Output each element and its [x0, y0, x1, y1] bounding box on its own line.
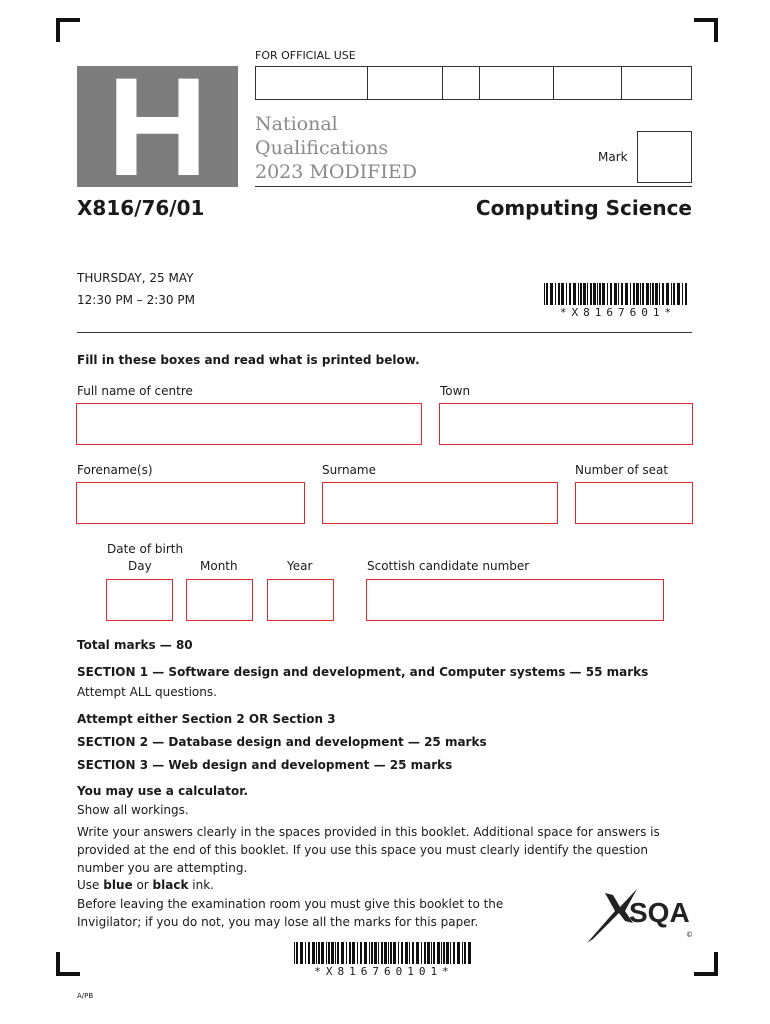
official-use-cell — [368, 67, 443, 99]
barcode-bar — [682, 283, 683, 305]
barcode-bar — [398, 942, 399, 964]
barcode-bar — [546, 283, 548, 305]
official-use-cell — [480, 67, 554, 99]
barcode-bar — [550, 283, 553, 305]
dob-year-field[interactable] — [267, 579, 334, 621]
paper-code: X816/76/01 — [77, 196, 205, 220]
month-label: Month — [200, 559, 238, 573]
barcode-bar — [352, 942, 355, 964]
barcode-bar — [677, 283, 680, 305]
crop-mark-bottom-left — [56, 952, 80, 976]
barcode-bar — [437, 942, 440, 964]
barcode-bar — [390, 942, 392, 964]
barcode-bar — [659, 283, 660, 305]
centre-name-field[interactable] — [76, 403, 422, 445]
qualification-line: National — [255, 113, 338, 135]
barcode-bar — [364, 942, 367, 964]
barcode-bar — [597, 283, 598, 305]
town-field[interactable] — [439, 403, 693, 445]
barcode-bar — [555, 283, 556, 305]
ink-or: or — [132, 878, 153, 892]
exam-date: THURSDAY, 25 MAY — [77, 271, 194, 285]
official-use-label: FOR OFFICIAL USE — [255, 49, 356, 62]
official-use-cell — [622, 67, 691, 99]
barcode-bar — [294, 942, 295, 964]
day-label: Day — [128, 559, 152, 573]
crop-mark-top-left — [56, 18, 80, 42]
attempt-all: Attempt ALL questions. — [77, 685, 217, 699]
official-use-cell — [554, 67, 622, 99]
official-use-cell — [256, 67, 368, 99]
crop-mark-top-right — [694, 18, 718, 42]
barcode-bar — [453, 942, 455, 964]
barcode-bar — [662, 283, 664, 305]
forename-field[interactable] — [76, 482, 305, 524]
ink-end: ink. — [188, 878, 214, 892]
form-instruction: Fill in these boxes and read what is printed below. — [77, 353, 420, 367]
barcode-bar — [296, 942, 298, 964]
dob-month-field[interactable] — [186, 579, 253, 621]
exam-time: 12:30 PM – 2:30 PM — [77, 293, 195, 307]
barcode-bar — [384, 942, 387, 964]
barcode-bar — [587, 283, 588, 305]
barcode-bar — [388, 942, 389, 964]
barcode-bar — [673, 283, 675, 305]
barcode-bar — [331, 942, 334, 964]
print-code: A/PB — [77, 992, 94, 1000]
barcode-bar — [590, 283, 592, 305]
barcode-bar — [640, 283, 641, 305]
qualification-line: 2023 MODIFIED — [255, 161, 417, 183]
full-name-label: Full name of centre — [77, 384, 193, 398]
barcode-bar — [618, 283, 619, 305]
barcode-bar — [671, 283, 672, 305]
barcode-bar — [346, 942, 347, 964]
barcode-bars — [294, 942, 474, 964]
barcode-bar — [424, 942, 426, 964]
barcode-bar — [450, 942, 451, 964]
crop-mark-bottom-right — [694, 952, 718, 976]
barcode-bar — [561, 283, 564, 305]
barcode-bar — [621, 283, 623, 305]
barcode-bar — [349, 942, 351, 964]
barcode-bar — [305, 942, 306, 964]
barcode-bar — [341, 942, 344, 964]
barcode-bar — [580, 283, 582, 305]
barcode-bar — [569, 283, 571, 305]
barcode-bar — [578, 283, 579, 305]
calculator-note: You may use a calculator. — [77, 784, 248, 798]
barcode-bar — [360, 942, 362, 964]
mark-box — [637, 131, 692, 183]
total-marks: Total marks — 80 — [77, 638, 193, 652]
barcode-bar — [666, 283, 669, 305]
ink-blue: blue — [103, 878, 133, 892]
barcode-bar — [566, 283, 567, 305]
sqa-logo-text: SQA — [629, 897, 690, 928]
barcode-bar — [337, 942, 339, 964]
barcode-bar — [412, 942, 414, 964]
barcode-bar — [357, 942, 358, 964]
official-use-cell — [443, 67, 480, 99]
barcode-bar — [369, 942, 370, 964]
divider-rule — [77, 332, 692, 333]
section-2: SECTION 2 — Database design and development — 25 marks — [77, 735, 487, 749]
barcode-bars — [544, 283, 692, 305]
barcode-bar — [607, 283, 608, 305]
barcode-bar — [464, 942, 466, 964]
barcode-bar — [308, 942, 310, 964]
barcode-bar — [636, 283, 639, 305]
attempt-either: Attempt either Section 2 OR Section 3 — [77, 712, 336, 726]
barcode-bar — [427, 942, 430, 964]
seat-label: Number of seat — [575, 463, 669, 477]
scn-label: Scottish candidate number — [367, 559, 530, 573]
ink-use: Use — [77, 878, 104, 892]
barcode-bar — [441, 942, 442, 964]
barcode-bar — [685, 283, 687, 305]
barcode-bar — [625, 283, 628, 305]
barcode-bar — [321, 942, 324, 964]
barcode-bar — [335, 942, 336, 964]
barcode-bar — [393, 942, 396, 964]
barcode-bar — [318, 942, 320, 964]
barcode-bar — [409, 942, 410, 964]
section-1: SECTION 1 — Software design and development, and Computer systems — 55 marks — [77, 665, 649, 679]
top-barcode — [544, 283, 692, 319]
surname-label: Surname — [322, 463, 376, 477]
qualification-line: Qualifications — [255, 137, 389, 159]
dob-label: Date of birth — [107, 542, 184, 556]
barcode-text: *X8167601* — [559, 306, 677, 319]
barcode-bar — [655, 283, 658, 305]
barcode-bar — [599, 283, 601, 305]
barcode-bar — [457, 942, 460, 964]
surname-field[interactable] — [322, 482, 558, 524]
town-label: Town — [440, 384, 471, 398]
barcode-bar — [416, 942, 419, 964]
level-letter: H — [106, 47, 209, 205]
year-label: Year — [287, 559, 313, 573]
header-rule — [255, 186, 692, 187]
barcode-text: *X816760101* — [314, 965, 454, 978]
ink-black: black — [152, 878, 189, 892]
barcode-bar — [446, 942, 449, 964]
barcode-bar — [326, 942, 327, 964]
barcode-bar — [633, 283, 635, 305]
barcode-bar — [371, 942, 373, 964]
barcode-bar — [378, 942, 379, 964]
barcode-bar — [431, 942, 432, 964]
barcode-bar — [602, 283, 605, 305]
barcode-bar — [328, 942, 330, 964]
barcode-bar — [558, 283, 560, 305]
barcode-bar — [593, 283, 596, 305]
copyright-symbol: © — [686, 931, 693, 939]
seat-number-field[interactable] — [575, 482, 693, 524]
scn-field[interactable] — [366, 579, 664, 621]
barcode-bar — [443, 942, 445, 964]
barcode-bar — [544, 283, 545, 305]
qualification-title — [255, 112, 417, 184]
before-leaving-note: Before leaving the examination room you must give this booklet to the Invigilator; if you do not, you may lose all the marks for this paper. — [77, 897, 504, 929]
mark-label: Mark — [598, 150, 628, 164]
sqa-logo — [585, 887, 695, 945]
barcode-bar — [374, 942, 377, 964]
barcode-bar — [462, 942, 463, 964]
barcode-bar — [646, 283, 649, 305]
subject-title: Computing Science — [475, 196, 692, 220]
barcode-bar — [642, 283, 644, 305]
barcode-bar — [312, 942, 315, 964]
bottom-barcode — [294, 942, 474, 978]
official-use-table — [255, 66, 692, 100]
barcode-bar — [381, 942, 383, 964]
level-logo — [77, 47, 238, 205]
barcode-bar — [405, 942, 408, 964]
barcode-bar — [614, 283, 617, 305]
barcode-bar — [583, 283, 586, 305]
barcode-bar — [401, 942, 403, 964]
barcode-bar — [650, 283, 651, 305]
barcode-bar — [468, 942, 471, 964]
barcode-bar — [433, 942, 435, 964]
barcode-bar — [652, 283, 654, 305]
barcode-bar — [300, 942, 303, 964]
forename-label: Forename(s) — [77, 463, 153, 477]
workings-note: Show all workings. — [77, 803, 189, 817]
section-3: SECTION 3 — Web design and development — 25 marks — [77, 758, 453, 772]
barcode-bar — [630, 283, 631, 305]
barcode-bar — [610, 283, 612, 305]
barcode-bar — [421, 942, 422, 964]
barcode-bar — [573, 283, 576, 305]
dob-day-field[interactable] — [106, 579, 173, 621]
barcode-bar — [316, 942, 317, 964]
write-answers-note: Write your answers clearly in the spaces provided in this booklet. Additional space for answers is provided at the end of this booklet. If you use this space you must clearly identify the question number you are attempting. — [77, 825, 660, 875]
